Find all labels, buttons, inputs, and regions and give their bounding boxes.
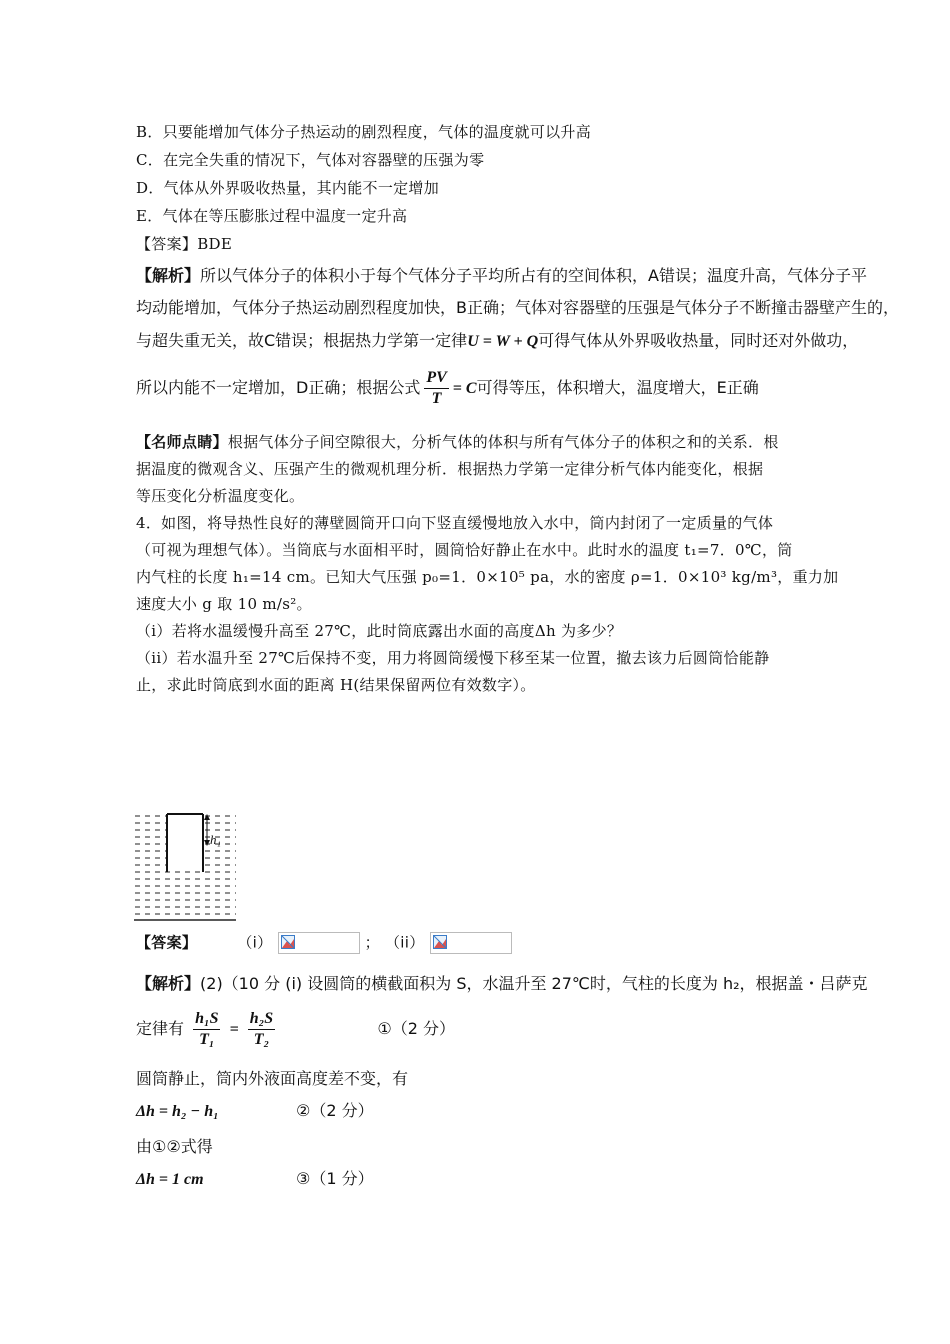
fraction-h2s-t2 — [248, 1009, 275, 1050]
analysis4-line-1 — [136, 973, 868, 995]
answer-line-3 — [136, 234, 232, 254]
q4-line-2: （可视为理想气体）。当筒底与水面相平时，圆筒恰好静止在水中。此时水的温度 t₁=7．0℃，筒 — [136, 541, 793, 559]
analysis4-line-3: 圆筒静止，筒内外液面高度差不变，有 — [136, 1069, 409, 1088]
q4-line-1: 4．如图，将导热性良好的薄壁圆筒开口向下竖直缓慢地放入水中，筒内封闭了一定质量的气体 — [136, 514, 774, 532]
tips-text-1: 根据气体分子间空隙很大，分析气体的体积与所有气体分子的体积之和的关系．根 — [227, 433, 779, 451]
analysis-text-1: 所以气体分子的体积小于每个气体分子平均所占有的空间体积，A错误；温度升高，气体分子平 — [200, 266, 867, 285]
tips-line-1 — [136, 432, 779, 452]
equals-c: = C — [452, 380, 477, 397]
first-law-formula: U = W + Q — [467, 333, 539, 350]
option-e: E．气体在等压膨胀过程中温度一定升高 — [136, 207, 408, 225]
answer-line-4 — [136, 932, 512, 954]
analysis-text-4b: 可得等压，体积增大，温度增大，E正确 — [476, 378, 759, 397]
answer4-separator: ； — [364, 933, 380, 952]
answer4-label: 【答案】 — [136, 933, 198, 952]
option-b: B．只要能增加气体分子热运动的剧烈程度，气体的温度就可以升高 — [136, 123, 592, 141]
answer-value: BDE — [197, 235, 233, 253]
analysis4-eq3-line — [136, 1168, 374, 1191]
answer-label: 【答案】 — [136, 235, 198, 253]
q4-line-4: 速度大小 g 取 10 m/s²。 — [136, 595, 312, 613]
tips-line-3: 等压变化分析温度变化。 — [136, 487, 305, 505]
answer-i-image — [278, 932, 360, 954]
q4-sub-2: （ii）若水温升至 27℃后保持不变，用力将圆筒缓慢下移至某一位置，撤去该力后圆筒恰能静 — [136, 649, 770, 667]
q4-sub-3: 止，求此时筒底到水面的距离 H(结果保留两位有效数字）。 — [136, 676, 536, 694]
gas-column — [168, 814, 202, 866]
tips-line-2: 据温度的微观含义、压强产生的微观机理分析．根据热力学第一定律分析气体内能变化，根据 — [136, 460, 764, 478]
score-mark-2: ②（2 分） — [296, 1101, 374, 1120]
cylinder-water-figure — [134, 812, 238, 922]
fraction-numerator: PV — [424, 368, 448, 389]
pv-over-t-fraction — [424, 368, 448, 409]
analysis-label: 【解析】 — [136, 266, 201, 285]
f1-numerator: h₁S — [193, 1009, 220, 1030]
analysis4-eq2-line — [136, 1100, 374, 1123]
tips-label: 【名师点睛】 — [136, 433, 228, 451]
answer4-ii-label: （ii） — [384, 933, 425, 952]
h1-label: h₁ — [210, 832, 222, 847]
q4-sub-1: （i）若将水温缓慢升高至 27℃，此时筒底露出水面的高度Δh 为多少？ — [136, 622, 623, 640]
delta-h-equation: Δh = h₂ − h₁ — [136, 1103, 219, 1120]
analysis-text-4a: 所以内能不一定增加，D正确；根据公式 — [136, 378, 421, 397]
f1-denominator: T₁ — [199, 1031, 215, 1048]
score-mark-3: ③（1 分） — [296, 1169, 374, 1188]
answer-ii-image — [430, 932, 512, 954]
f2-denominator: T₂ — [253, 1031, 270, 1048]
broken-image-icon — [281, 935, 295, 949]
fraction-h1s-t1 — [193, 1009, 220, 1050]
option-c: C．在完全失重的情况下，气体对容器壁的压强为零 — [136, 151, 485, 169]
answer4-i-label: （i） — [237, 933, 273, 952]
analysis-line-3 — [136, 330, 858, 353]
analysis4-text-1: (2)（10 分 (i) 设圆筒的横截面积为 S，水温升至 27℃时，气柱的长度为 h₂，根据盖・吕萨克 — [200, 974, 868, 993]
q4-line-3: 内气柱的长度 h₁=14 cm。已知大气压强 p₀=1．0×10⁵ pa，水的密度 ρ=1．0×10³ kg/m³，重力加 — [136, 568, 839, 586]
f2-numerator: h₂S — [248, 1009, 275, 1030]
analysis4-law-line — [136, 1004, 455, 1055]
analysis-line-4 — [136, 364, 759, 413]
equals-sign: = — [229, 1021, 239, 1038]
analysis-text-3b: 可得气体从外界吸收热量，同时还对外做功， — [538, 331, 859, 350]
analysis4-label: 【解析】 — [136, 974, 201, 993]
analysis-line-2: 均动能增加，气体分子热运动剧烈程度加快，B正确；气体对容器壁的压强是气体分子不断撞击器壁产生的， — [136, 298, 899, 317]
analysis4-line-5: 由①②式得 — [136, 1137, 213, 1156]
option-d: D．气体从外界吸收热量，其内能不一定增加 — [136, 179, 440, 197]
analysis-line-1 — [136, 265, 867, 287]
law-prefix: 定律有 — [136, 1019, 185, 1038]
score-mark-1: ①（2 分） — [377, 1019, 455, 1038]
analysis-text-3a: 与超失重无关，故C错误；根据热力学第一定律 — [136, 331, 468, 350]
broken-image-icon — [433, 935, 447, 949]
fraction-denominator: T — [431, 390, 442, 407]
delta-h-result: Δh = 1 cm — [136, 1171, 204, 1188]
